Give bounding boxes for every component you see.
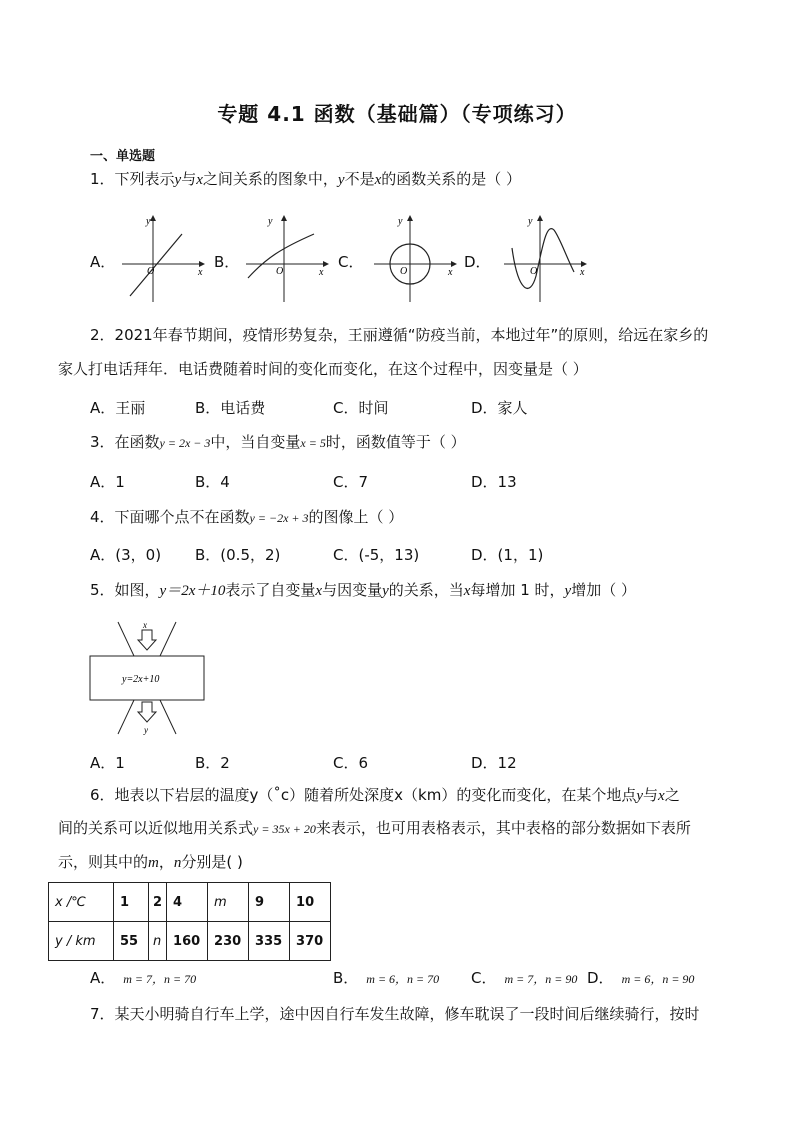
table-cell: 55 <box>114 922 149 961</box>
q1-graph-a-x-label: x <box>198 267 203 278</box>
question-4-stem: 4．下面哪个点不在函数y = −2x + 3的图像上（ ） <box>90 508 404 526</box>
q1-graph-b-x-label: x <box>319 267 324 278</box>
q1-graph-a-curve <box>130 234 182 296</box>
question-6-line-1: 6．地表以下岩层的温度y（˚c）随着所处深度x（km）的变化而变化，在某个地点y与x之 <box>90 786 680 804</box>
q1-graph-c-x-label: x <box>448 267 453 278</box>
q6-option-b[interactable]: B． m = 6，n = 70 <box>333 969 440 987</box>
q1-graph-a <box>118 212 208 304</box>
q1-graph-a-y-label: y <box>146 216 151 227</box>
q1-graph-c <box>370 212 460 304</box>
q6-option-c[interactable]: C． m = 7，n = 90 <box>471 969 578 987</box>
table-cell: n <box>149 922 167 961</box>
q3-option-d[interactable]: D．13 <box>471 473 517 491</box>
q5-output-label: y <box>144 725 148 735</box>
q1-graph-a-origin: O <box>147 266 155 277</box>
table-cell: m <box>208 883 249 922</box>
q1-option-d-label[interactable]: D． <box>464 253 491 271</box>
question-1-stem: 1．下列表示y与x之间关系的图象中，y不是x的函数关系的是（ ） <box>90 170 522 188</box>
q5-option-c[interactable]: C．6 <box>333 754 369 772</box>
q4-option-c[interactable]: C．(-5，13) <box>333 546 420 564</box>
table-cell: 370 <box>290 922 331 961</box>
q1-graph-b <box>242 212 332 304</box>
table-cell: 9 <box>249 883 290 922</box>
table-cell: 160 <box>167 922 208 961</box>
q1-option-a-label[interactable]: A． <box>90 253 116 271</box>
q1-graph-d-origin: O <box>530 266 538 277</box>
q1-option-b-label[interactable]: B． <box>214 253 240 271</box>
table-cell: 1 <box>114 883 149 922</box>
table-row <box>49 922 331 961</box>
q5-input-label: x <box>143 620 147 630</box>
q5-output-arrow-icon <box>138 702 156 722</box>
section-heading: 一、单选题 <box>90 149 156 164</box>
q4-option-a[interactable]: A．(3，0) <box>90 546 162 564</box>
q1-graph-d-x-label: x <box>580 267 585 278</box>
q5-input-arrow-icon <box>138 630 156 650</box>
table-cell: 4 <box>167 883 208 922</box>
table-row <box>49 883 331 922</box>
q3-condition: x = 5 <box>300 436 326 450</box>
q1-graph-b-origin: O <box>276 266 284 277</box>
q2-option-b[interactable]: B．电话费 <box>195 399 266 417</box>
q5-machine-formula: y=2x+10 <box>122 674 160 685</box>
q4-option-d[interactable]: D．(1，1) <box>471 546 544 564</box>
q1-graph-d-y-label: y <box>528 216 533 227</box>
q1-option-c-label[interactable]: C． <box>338 253 364 271</box>
q4-formula: y = −2x + 3 <box>249 511 309 525</box>
page-title: 专题 4.1 函数（基础篇）（专项练习） <box>217 102 577 126</box>
q6-formula: y = 35x + 20 <box>253 822 316 836</box>
question-2-line-1: 2．2021年春节期间，疫情形势复杂，王丽遵循“防疫当前，本地过年”的原则，给远在家乡的 <box>90 326 709 344</box>
q2-option-c[interactable]: C．时间 <box>333 399 389 417</box>
q1-graph-b-y-label: y <box>268 216 273 227</box>
table-cell: 230 <box>208 922 249 961</box>
q1-graph-c-y-label: y <box>398 216 403 227</box>
q2-option-a[interactable]: A．王丽 <box>90 399 146 417</box>
table-cell: x /℃ <box>49 883 114 922</box>
q5-option-a[interactable]: A．1 <box>90 754 125 772</box>
question-5-stem: 5．如图，y＝2x＋10表示了自变量x与因变量y的关系，当x每增加 1 时，y增加（ ） <box>90 581 636 599</box>
table-cell: y / km <box>49 922 114 961</box>
q6-option-a[interactable]: A． m = 7，n = 70 <box>90 969 197 987</box>
table-cell: 335 <box>249 922 290 961</box>
question-6-line-3: 示，则其中的m，n分别是( ) <box>58 853 243 871</box>
q1-graph-d-curve <box>512 229 574 289</box>
question-6-line-2: 间的关系可以近似地用关系式y = 35x + 20来表示，也可用表格表示，其中表格的部分数据如下表所 <box>58 819 691 837</box>
q6-option-d[interactable]: D． m = 6，n = 90 <box>587 969 695 987</box>
q5-option-b[interactable]: B．2 <box>195 754 230 772</box>
q4-option-b[interactable]: B．(0.5，2) <box>195 546 281 564</box>
q1-graph-d <box>500 212 590 304</box>
table-cell: 10 <box>290 883 331 922</box>
q5-function-machine-diagram <box>88 618 208 738</box>
q5-option-d[interactable]: D．12 <box>471 754 517 772</box>
q6-data-table <box>48 882 331 961</box>
q3-option-b[interactable]: B．4 <box>195 473 230 491</box>
q3-option-c[interactable]: C．7 <box>333 473 369 491</box>
q3-formula: y = 2x − 3 <box>159 436 211 450</box>
table-cell: 2 <box>149 883 167 922</box>
q2-option-d[interactable]: D．家人 <box>471 399 528 417</box>
q1-graph-c-origin: O <box>400 266 408 277</box>
question-3-stem: 3．在函数y = 2x − 3中，当自变量x = 5时，函数值等于（ ） <box>90 433 466 451</box>
question-7-line-1: 7．某天小明骑自行车上学，途中因自行车发生故障，修车耽误了一段时间后继续骑行，按时 <box>90 1005 700 1023</box>
question-2-line-2: 家人打电话拜年．电话费随着时间的变化而变化，在这个过程中，因变量是（ ） <box>58 360 588 378</box>
q3-option-a[interactable]: A．1 <box>90 473 125 491</box>
